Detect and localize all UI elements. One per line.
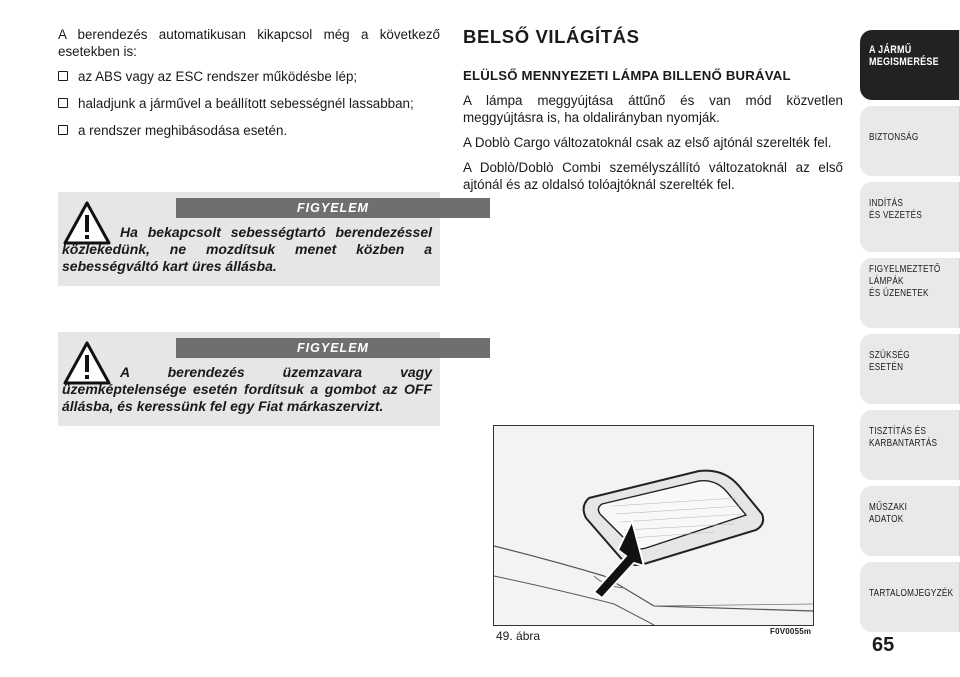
tab-warning-lights[interactable]: FIGYELMEZTETŐ LÁMPÁK ÉS ÜZENETEK: [860, 258, 960, 328]
left-column: [58, 26, 440, 149]
warning-box-2: [58, 332, 440, 426]
condition-list: [58, 68, 440, 139]
warning-text: Ha bekapcsolt sebességtartó berendezéssel közlekedünk, ne mozdítsuk menet közben a sebességváltó kart üres állásba.: [62, 224, 432, 274]
subsection-title: ELÜLSŐ MENNYEZETI LÁMPA BILLENŐ BURÁVAL: [463, 68, 791, 83]
page-number: 65: [872, 634, 895, 656]
warning-text: A berendezés üzemzavara vagy üzemképtelensége esetén fordítsuk a gombot az OFF állásba, és keressünk fel egy Fiat márkaszervizt.: [62, 364, 432, 414]
right-column: [463, 26, 843, 201]
list-item: az ABS vagy az ESC rendszer működésbe lép;: [58, 68, 440, 85]
tab-index[interactable]: TARTALOMJEGYZÉK: [860, 562, 960, 632]
body-paragraph: A Doblò Cargo változatoknál csak az első ajtónál szerelték fel.: [463, 135, 832, 150]
list-item: haladjunk a járművel a beállított sebességnél lassabban;: [58, 95, 440, 112]
warning-box-1: [58, 192, 440, 286]
ceiling-lamp-illustration: [493, 425, 814, 626]
warning-title: FIGYELEM: [176, 338, 490, 358]
checkbox-bullet-icon: [58, 98, 68, 108]
figure-code: F0V0055m: [770, 627, 812, 636]
tab-maintenance[interactable]: TISZTÍTÁS ÉS KARBANTARTÁS: [860, 410, 960, 480]
section-title: BELSŐ VILÁGÍTÁS: [463, 26, 640, 47]
tab-starting-driving[interactable]: INDÍTÁS ÉS VEZETÉS: [860, 182, 960, 252]
body-paragraph: A lámpa meggyújtása áttűnő és van mód közvetlen meggyújtásra is, ha oldalirányban nyomják.: [463, 93, 843, 125]
tab-emergency[interactable]: SZÜKSÉG ESETÉN: [860, 334, 960, 404]
warning-title: FIGYELEM: [176, 198, 490, 218]
body-paragraph: A Doblò/Doblò Combi személyszállító változatoknál az első ajtónál és az oldalsó tolóajtóknál szerelték fel.: [463, 160, 843, 192]
figure-caption: 49. ábra: [496, 629, 541, 643]
ceiling-lamp-image: [494, 426, 813, 625]
intro-paragraph: A berendezés automatikusan kikapcsol még a következő esetekben is:: [58, 27, 440, 59]
tab-vehicle-overview[interactable]: A JÁRMŰ MEGISMERÉSE: [860, 30, 960, 100]
list-item: a rendszer meghibásodása esetén.: [58, 122, 440, 139]
checkbox-bullet-icon: [58, 125, 68, 135]
checkbox-bullet-icon: [58, 71, 68, 81]
tab-safety[interactable]: BIZTONSÁG: [860, 106, 960, 176]
tab-technical-data[interactable]: MŰSZAKI ADATOK: [860, 486, 960, 556]
